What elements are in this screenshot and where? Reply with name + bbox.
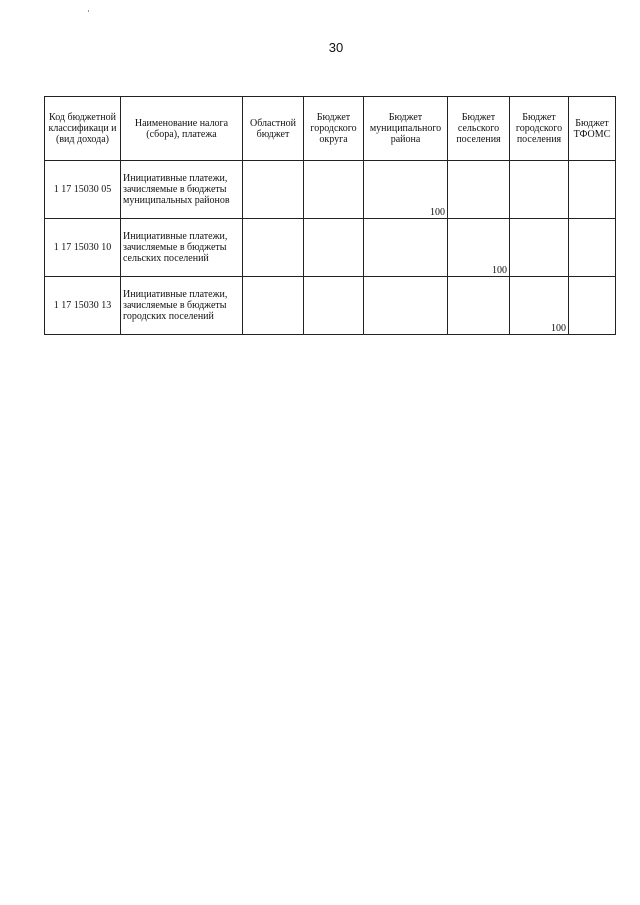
row-value-urban-settlement: 100 (510, 277, 569, 335)
row-value-tfoms (569, 161, 616, 219)
table-header-row (45, 97, 616, 161)
table-row (45, 219, 616, 277)
page-number: 30 (328, 40, 344, 55)
row-value-city-district (304, 277, 364, 335)
header-municipal-district-budget: Бюджет муниципального района (364, 97, 448, 161)
table-row (45, 277, 616, 335)
header-code: Код бюджетной классификаци и (вид дохода) (45, 97, 121, 161)
table-row (45, 161, 616, 219)
header-urban-settlement-budget: Бюджет городского поселения (510, 97, 569, 161)
row-value-rural-settlement (448, 161, 510, 219)
row-name: Инициативные платежи, зачисляемые в бюджеты сельских поселений (121, 219, 243, 277)
row-value-city-district (304, 161, 364, 219)
row-value-urban-settlement (510, 219, 569, 277)
row-value-tfoms (569, 219, 616, 277)
budget-allocation-table (44, 96, 616, 335)
row-value-tfoms (569, 277, 616, 335)
row-name: Инициативные платежи, зачисляемые в бюджеты городских поселений (121, 277, 243, 335)
row-code: 1 17 15030 05 (45, 161, 121, 219)
row-value-municipal-district (364, 277, 448, 335)
row-value-regional (243, 219, 304, 277)
row-value-urban-settlement (510, 161, 569, 219)
row-value-regional (243, 277, 304, 335)
row-value-city-district (304, 219, 364, 277)
scan-speck (88, 10, 89, 12)
header-name: Наименование налога (сбора), платежа (121, 97, 243, 161)
row-value-regional (243, 161, 304, 219)
row-value-municipal-district: 100 (364, 161, 448, 219)
row-value-municipal-district (364, 219, 448, 277)
header-city-district-budget: Бюджет городского округа (304, 97, 364, 161)
row-name: Инициативные платежи, зачисляемые в бюджеты муниципальных районов (121, 161, 243, 219)
row-value-rural-settlement (448, 277, 510, 335)
row-code: 1 17 15030 10 (45, 219, 121, 277)
row-code: 1 17 15030 13 (45, 277, 121, 335)
row-value-rural-settlement: 100 (448, 219, 510, 277)
header-regional-budget: Областной бюджет (243, 97, 304, 161)
header-rural-settlement-budget: Бюджет сельского поселения (448, 97, 510, 161)
header-tfoms-budget: Бюджет ТФОМС (569, 97, 616, 161)
